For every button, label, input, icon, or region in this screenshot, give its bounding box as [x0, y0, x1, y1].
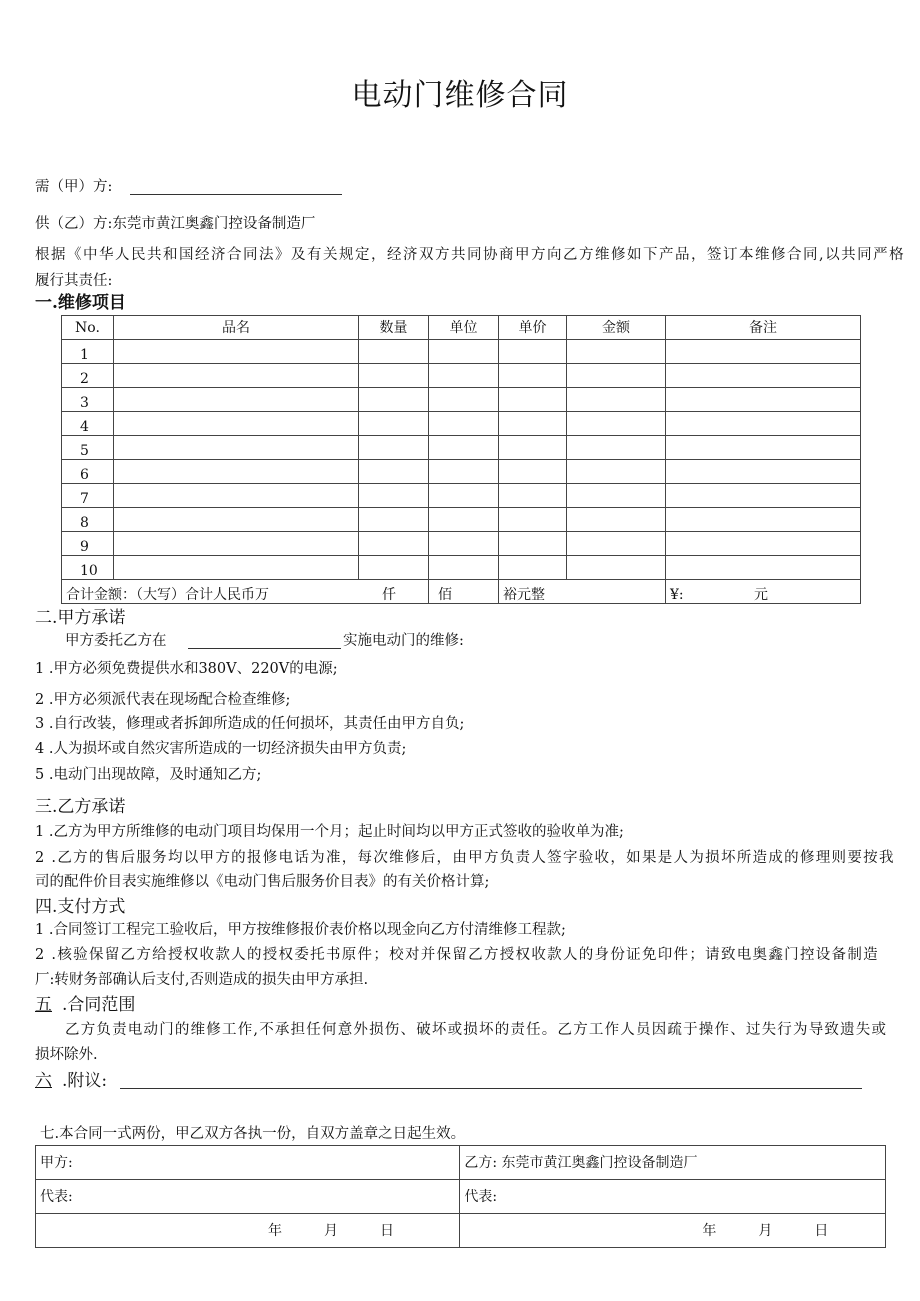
row-number: 6 — [62, 460, 114, 484]
section-7-text: 七.本合同一式两份，甲乙双方各执一份，自双方盖章之日起生效。 — [40, 1126, 466, 1142]
table-row — [62, 556, 861, 580]
table-cell[interactable] — [567, 364, 666, 388]
table-cell[interactable] — [666, 556, 861, 580]
document-title: 电动门维修合同 — [351, 78, 569, 113]
section-1-title: 一.维修项目 — [35, 293, 126, 313]
table-cell[interactable] — [499, 436, 567, 460]
section-6-title: .附议: — [62, 1071, 108, 1091]
s2-item: 3 .自行改装，修理或者拆卸所造成的任何损坏，其责任由甲方自负; — [35, 716, 465, 732]
table-cell[interactable] — [567, 508, 666, 532]
table-header-row — [62, 316, 861, 340]
year-label: 年 — [268, 1222, 282, 1239]
s2-item: 5 .电动门出现故障，及时通知乙方; — [35, 767, 262, 783]
table-cell[interactable] — [499, 532, 567, 556]
party-a-label: 需（甲）方: — [35, 179, 113, 195]
row-number: 7 — [62, 484, 114, 508]
intro-line-2: 履行其责任: — [35, 273, 113, 289]
party-a-rep[interactable]: 代表: — [36, 1180, 460, 1214]
total-yen: ¥: — [670, 587, 684, 603]
s2-item: 4 .人为损坏或自然灾害所造成的一切经济损失由甲方负责; — [35, 741, 407, 757]
table-row — [62, 388, 861, 412]
s4-item: 1 .合同签订工程完工验收后，甲方按维修报价表价格以现金向乙方付清维修工程款; — [35, 922, 566, 938]
party-b-date[interactable] — [460, 1214, 886, 1248]
table-cell[interactable] — [114, 364, 359, 388]
table-cell[interactable] — [567, 460, 666, 484]
table-cell[interactable] — [359, 364, 429, 388]
table-cell[interactable] — [499, 484, 567, 508]
table-cell[interactable] — [666, 436, 861, 460]
day-label: 日 — [814, 1222, 829, 1239]
s3-item: 司的配件价目表实施维修以《电动门售后服务价目表》的有关价格计算; — [35, 874, 490, 890]
col-header: 单位 — [429, 316, 499, 340]
party-b-line: 供（乙）方:东莞市黄江奥鑫门控设备制造厂 — [35, 216, 316, 232]
row-number: 4 — [62, 412, 114, 436]
total-yuan: 元 — [754, 587, 768, 603]
table-cell[interactable] — [114, 412, 359, 436]
table-cell[interactable] — [429, 412, 499, 436]
col-header: 数量 — [359, 316, 429, 340]
table-cell[interactable] — [499, 412, 567, 436]
table-cell[interactable] — [114, 436, 359, 460]
total-yu: 裕元整 — [499, 580, 666, 604]
table-cell[interactable] — [429, 364, 499, 388]
row-number: 9 — [62, 532, 114, 556]
s5-para: 损坏除外. — [35, 1047, 98, 1063]
table-cell[interactable] — [114, 532, 359, 556]
table-cell[interactable] — [567, 340, 666, 364]
table-cell[interactable] — [499, 556, 567, 580]
table-cell[interactable] — [429, 556, 499, 580]
month-label: 月 — [324, 1222, 338, 1239]
year-label: 年 — [702, 1222, 717, 1239]
table-cell[interactable] — [114, 340, 359, 364]
table-cell[interactable] — [114, 484, 359, 508]
row-number: 8 — [62, 508, 114, 532]
s4-item: 厂:转财务部确认后支付,否则造成的损失由甲方承担. — [35, 972, 369, 988]
table-cell[interactable] — [359, 484, 429, 508]
items-table — [61, 315, 861, 604]
table-cell[interactable] — [666, 340, 861, 364]
table-cell[interactable] — [429, 532, 499, 556]
table-cell[interactable] — [666, 388, 861, 412]
row-number: 2 — [62, 364, 114, 388]
table-row — [62, 508, 861, 532]
row-number: 5 — [62, 436, 114, 460]
s4-item: 2 .核验保留乙方给授权收款人的授权委托书原件；校对并保留乙方授权收款人的身份证免印件；请致电奥鑫门控设备制造 — [35, 947, 879, 963]
table-cell[interactable] — [429, 388, 499, 412]
table-cell[interactable] — [429, 340, 499, 364]
party-a-blank[interactable] — [130, 194, 342, 195]
party-a-sign[interactable]: 甲方: — [36, 1146, 460, 1180]
s3-item: 1 .乙方为甲方所维修的电动门项目均保用一个月；起止时间均以甲方正式签收的验收单为准; — [35, 824, 624, 840]
row-number: 3 — [62, 388, 114, 412]
table-cell[interactable] — [567, 556, 666, 580]
party-b-rep[interactable]: 代表: — [460, 1180, 886, 1214]
signature-table — [35, 1145, 886, 1248]
table-row — [62, 412, 861, 436]
total-row — [62, 580, 861, 604]
col-header: 单价 — [499, 316, 567, 340]
table-cell[interactable] — [359, 340, 429, 364]
s2-lead-b: 实施电动门的维修: — [343, 633, 464, 649]
col-header: 备注 — [666, 316, 861, 340]
day-label: 日 — [380, 1222, 394, 1239]
col-header: 金额 — [567, 316, 666, 340]
table-cell[interactable] — [666, 364, 861, 388]
table-row — [62, 460, 861, 484]
row-number: 1 — [62, 340, 114, 364]
s3-item: 2 .乙方的售后服务均以甲方的报修电话为准，每次维修后，由甲方负责人签字验收，如果是人为损坏所造成的修理则要按我 — [35, 850, 895, 866]
table-cell[interactable] — [429, 484, 499, 508]
table-cell[interactable] — [429, 460, 499, 484]
table-cell[interactable] — [429, 436, 499, 460]
table-cell[interactable] — [567, 388, 666, 412]
section-2-title: 二.甲方承诺 — [35, 608, 126, 628]
table-cell[interactable] — [666, 532, 861, 556]
table-row — [62, 484, 861, 508]
table-cell[interactable] — [499, 388, 567, 412]
total-qian: 仟 — [382, 587, 396, 603]
table-cell[interactable] — [359, 508, 429, 532]
table-cell[interactable] — [499, 460, 567, 484]
s2-item: 2 .甲方必须派代表在现场配合检查维修; — [35, 692, 291, 708]
addendum-blank[interactable] — [120, 1088, 862, 1089]
month-label: 月 — [758, 1222, 773, 1239]
section-6-num: 六 — [35, 1071, 52, 1091]
table-cell[interactable] — [114, 556, 359, 580]
table-cell[interactable] — [567, 484, 666, 508]
s2-lead-a: 甲方委托乙方在 — [65, 633, 167, 649]
table-cell[interactable] — [666, 508, 861, 532]
total-bai: 佰 — [438, 587, 452, 603]
table-cell[interactable] — [567, 436, 666, 460]
table-cell[interactable] — [359, 460, 429, 484]
party-b-sign[interactable]: 乙方: 东莞市黄江奥鑫门控设备制造厂 — [460, 1146, 886, 1180]
table-cell[interactable] — [114, 460, 359, 484]
table-cell[interactable] — [666, 412, 861, 436]
table-cell[interactable] — [666, 484, 861, 508]
table-row — [62, 436, 861, 460]
section-5-num: 五 — [35, 995, 52, 1015]
section-3-title: 三.乙方承诺 — [35, 797, 126, 817]
row-number: 10 — [62, 556, 114, 580]
table-cell[interactable] — [114, 508, 359, 532]
table-cell[interactable] — [359, 388, 429, 412]
table-cell[interactable] — [666, 460, 861, 484]
table-cell[interactable] — [114, 388, 359, 412]
section-5-title: .合同范围 — [62, 995, 136, 1015]
table-cell[interactable] — [359, 436, 429, 460]
location-blank[interactable] — [188, 648, 341, 649]
table-row — [62, 364, 861, 388]
table-cell[interactable] — [567, 412, 666, 436]
col-header: 品名 — [114, 316, 359, 340]
col-header: No. — [62, 316, 114, 340]
table-cell[interactable] — [359, 556, 429, 580]
table-row — [62, 340, 861, 364]
table-cell[interactable] — [359, 532, 429, 556]
total-label: 合计金额：（大写）合计人民币万 — [66, 587, 269, 603]
table-cell[interactable] — [359, 412, 429, 436]
table-cell[interactable] — [429, 508, 499, 532]
table-row — [62, 532, 861, 556]
s5-para: 乙方负责电动门的维修工作,不承担任何意外损伤、破坏或损坏的责任。乙方工作人员因疏于操作、过失行为导致遗失或 — [65, 1022, 888, 1038]
party-a-date[interactable] — [36, 1214, 460, 1248]
section-4-title: 四.支付方式 — [35, 897, 126, 917]
table-cell[interactable] — [499, 340, 567, 364]
intro-line-1: 根据《中华人民共和国经济合同法》及有关规定，经济双方共同协商甲方向乙方维修如下产品，签订本维修合同,以共同严格 — [35, 247, 906, 263]
table-cell[interactable] — [499, 364, 567, 388]
s2-item: 1 .甲方必须免费提供水和380V、220V的电源; — [35, 661, 338, 677]
table-cell[interactable] — [499, 508, 567, 532]
table-cell[interactable] — [567, 532, 666, 556]
